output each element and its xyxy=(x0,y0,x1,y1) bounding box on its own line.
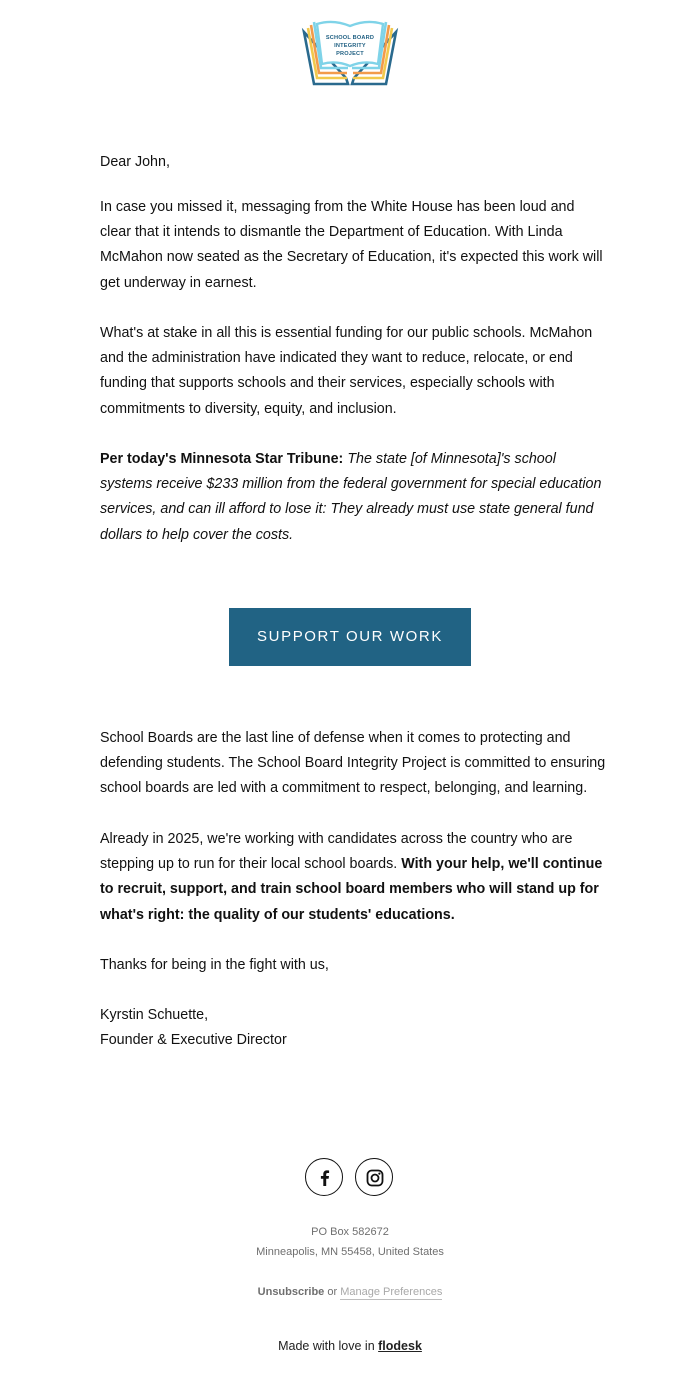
paragraph-funding: What's at stake in all this is essential funding for our public schools. McMahon and the administration have indicated they want to reduce, relocate, or end funding that supports schools and their services, especially schools with commitments to diversity, equity, and inclusion. xyxy=(100,325,593,417)
made-with-love xyxy=(0,1339,700,1353)
school-board-integrity-project-logo[interactable] xyxy=(300,18,400,88)
or-text: or xyxy=(327,1286,338,1298)
footer-address-line-2: Minneapolis, MN 55458, United States xyxy=(256,1246,444,1258)
quote-source: Per today's Minnesota Star Tribune: xyxy=(100,451,344,467)
signature-name: Kyrstin Schuette, xyxy=(100,1007,209,1023)
flodesk-link[interactable]: flodesk xyxy=(378,1339,422,1353)
quote-text: The state [of Minnesota]'s school systems receive $233 million from the federal government for special education services, and can ill afford to lose it: They already must use state general fund dollars to help cover the costs. xyxy=(100,451,602,543)
closing-thanks: Thanks for being in the fight with us, xyxy=(100,957,329,973)
paragraph-2025-regular: Already in 2025, we're working with candidates across the country who are stepping up to run for their local school boards. xyxy=(100,831,573,873)
social-links xyxy=(305,1158,397,1198)
instagram-link[interactable] xyxy=(355,1158,393,1196)
paragraph-intro: In case you missed it, messaging from the White House has been loud and clear that it intends to dismantle the Department of Education. With Linda McMahon now seated as the Secretary of Education, it's expected this work will get underway in earnest. xyxy=(100,199,603,291)
logo-text xyxy=(318,34,382,58)
made-with-text: Made with love in xyxy=(278,1339,375,1353)
unsubscribe-link[interactable]: Unsubscribe xyxy=(257,1286,325,1298)
instagram-icon xyxy=(365,1168,385,1188)
paragraph-2025-work xyxy=(100,827,606,928)
manage-preferences-link[interactable]: Manage Preferences xyxy=(340,1286,443,1298)
unsubscribe-row xyxy=(0,1286,700,1298)
footer-address-line-1: PO Box 582672 xyxy=(311,1226,389,1238)
paragraph-last-line-of-defense: School Boards are the last line of defense when it comes to protecting and defending students. The School Board Integrity Project is committed to ensuring school boards are led with a commitment to respect, belonging, and learning. xyxy=(100,730,606,797)
logo-line-3: PROJECT xyxy=(336,51,364,57)
paragraph-star-tribune-quote xyxy=(100,447,606,548)
paragraph-2025-bold: With your help, we'll continue to recruit, support, and train school board members who will stand up for what's right: the quality of our students' educations. xyxy=(100,856,603,923)
greeting: Dear John, xyxy=(100,154,170,170)
facebook-link[interactable] xyxy=(305,1158,343,1196)
cta-wrapper xyxy=(229,608,471,666)
facebook-icon xyxy=(315,1168,335,1188)
logo-line-2: INTEGRITY xyxy=(334,43,366,49)
support-our-work-button[interactable]: SUPPORT OUR WORK xyxy=(229,608,471,666)
logo-line-1: SCHOOL BOARD xyxy=(325,35,375,41)
signature-title: Founder & Executive Director xyxy=(100,1032,287,1048)
